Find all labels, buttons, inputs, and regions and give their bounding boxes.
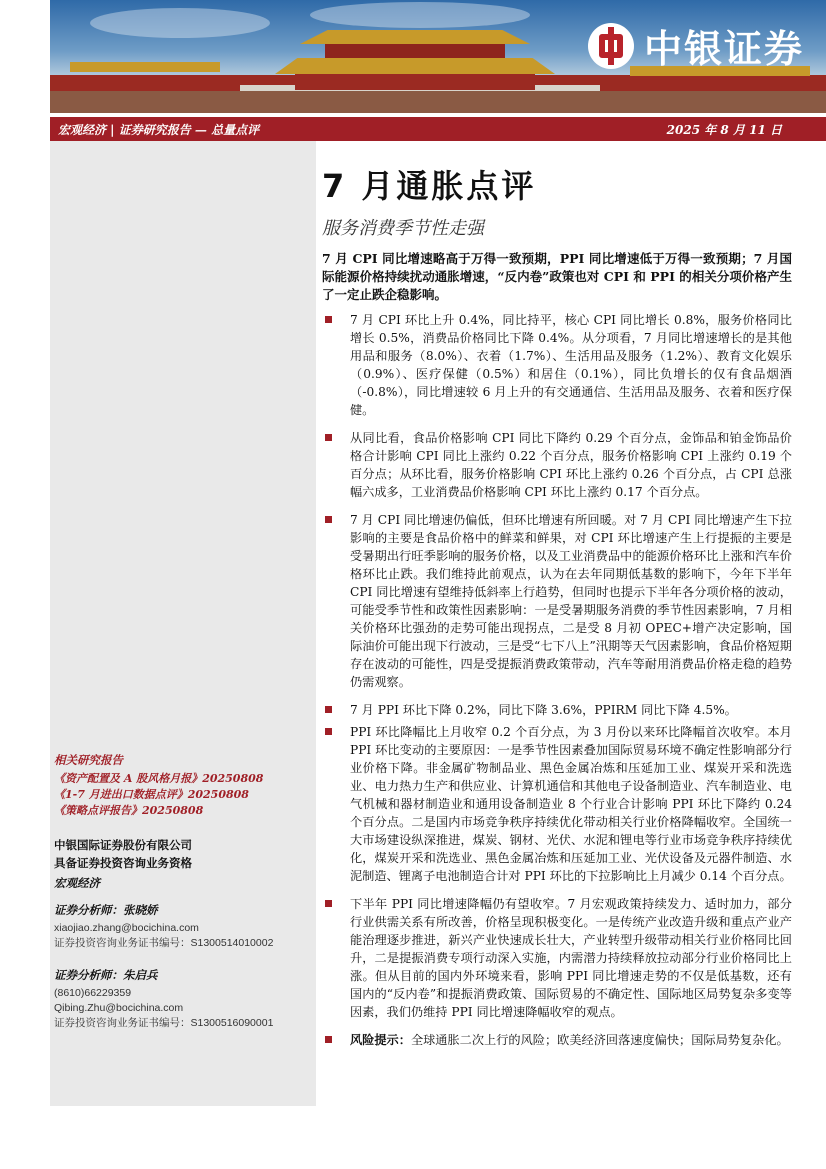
header-banner — [50, 0, 826, 113]
analyst-title: 证券分析师：张晓娇 — [54, 903, 158, 917]
risk-item — [322, 1031, 792, 1049]
palace-upper-roof — [300, 30, 530, 44]
bullet-square-icon — [325, 316, 332, 323]
bullet-text: PPI 环比降幅比上月收窄 0.2 个百分点，为 3 月份以来环比降幅首次收窄。本月 PPI 环比变动的主要原因：一是季节性因素叠加国际贸易环境不确定性影响部分行业价格下降。非金属矿物制品业、黑色金属冶炼和压延加工业、煤炭开采和洗选业、电力热力生产和供应业、计算机通信和其他电子设备制造业、汽车制造业、电气机械和器材制造业和通用设备制造业 8 个行业合计影响 PPI 环比下降约 0.24 个百分点。二是国内市场竞争秩序持续优化带动相关行业价格降幅收窄。全国统一大市场建设纵深推进，煤炭、钢材、光伏、水泥和锂电等行业市场竞争秩序持续优化，煤炭开采和洗选业、黑色金属冶炼和压延加工业、光伏设备及元器件制造、水泥制造、锂离子电池制造合计对 PPI 环比的下拉影响比上月减少 0.14 个百分点。 — [350, 725, 792, 883]
sector-label — [54, 875, 100, 891]
related-report-item[interactable]: 《策略点评报告》20250808 — [54, 804, 204, 817]
analyst-title: 证券分析师：朱启兵 — [54, 968, 158, 982]
lead-summary: 7 月 CPI 同比增速略高于万得一致预期，PPI 同比增速低于万得一致预期；7 月国际能源价格持续扰动通胀增速，“反内卷”政策也对 CPI 和 PPI 的相关分项价格产生了一定止跌企稳影响。 — [322, 251, 792, 302]
bullet-item — [322, 701, 792, 719]
risk-label: 风险提示： — [350, 1033, 411, 1047]
bullet-square-icon — [325, 434, 332, 441]
analyst-license: 证券投资咨询业务证书编号：S1300516090001 — [54, 1017, 274, 1029]
palace-lower-roof — [275, 58, 555, 74]
page-title: 7 月通胀点评 — [322, 167, 537, 205]
cloud-shape — [90, 8, 270, 38]
bullet-square-icon — [325, 728, 332, 735]
related-reports — [54, 752, 263, 819]
report-category: 宏观经济 | 证券研究报告 — 总量点评 — [58, 122, 260, 137]
bullet-text: 下半年 PPI 同比增速降幅仍有望收窄。7 月宏观政策持续发力、适时加力，部分行业供需关系有所改善，价格呈现积极变化。一是传统产业改造升级和重点产业产能治理逐步推进，新兴产业快速成长壮大，产业转型升级带动相关行业价格同比回升，二是提振消费专项行动深入实施，内需潜力持续释放拉动部分行业价格同比上涨。但从目前的国内外环境来看，影响 PPI 同比增速走势的不仅是低基数，还有国内的“反内卷”和提振消费政策、国际贸易的不确定性、国际地区局势复杂多变等因素，我们仍维持 PPI 同比增速降幅收窄的观点。 — [350, 897, 792, 1019]
report-date: 2025 年 8 月 11 日 — [666, 122, 782, 137]
page-subtitle: 服务消费季节性走强 — [322, 218, 484, 239]
brand — [588, 18, 804, 73]
analyst-license: 证券投资咨询业务证书编号：S1300514010002 — [54, 937, 274, 949]
bullet-text: 7 月 CPI 同比增速仍偏低，但环比增速有所回暖。对 7 月 CPI 同比增速产生下拉影响的主要是食品价格中的鲜菜和鲜果，对 CPI 环比增速产生上行提振的主要是受暑期出行旺季影响的服务价格，以及工业消费品中的能源价格环比上涨和汽车价格环比止跌。我们维持此前观点，认为在去年同期低基数的影响下，今年下半年 CPI 同比增速有望维持低斜率上行趋势，但同时也提示下半年各分项价格的波动，可能受季节性和政策性因素影响：一是受暑期服务消费的季节性因素影响，7 月相关价格环比强劲的走势可能出现拐点，二是受 8 月初 OPEC+增产决定影响，国际油价可能出现下行波动，三是受“七下八上”汛期等天气因素影响，食品价格短期存在波动的可能性，四是受提振消费政策带动，汽车等耐用消费品价格走稳的趋势仍需观察。 — [350, 513, 792, 689]
palace-ground — [50, 91, 826, 113]
analyst-2 — [54, 967, 273, 1031]
bullet-square-icon — [325, 516, 332, 523]
bullet-square-icon — [325, 900, 332, 907]
bullet-text: 7 月 PPI 环比下降 0.2%，同比下降 3.6%，PPIRM 同比下降 4.5%。 — [350, 703, 737, 717]
palace-upper-hall — [325, 44, 505, 58]
report-category-strip — [50, 117, 826, 141]
company-name: 中银国际证券股份有限公司 — [54, 838, 192, 852]
bullet-text: 7 月 CPI 环比上升 0.4%，同比持平，核心 CPI 同比增长 0.8%，服务价格同比增长 0.5%，消费品价格同比下降 0.4%。从分项看，7 月同比增速增长的是其他用品和服务（8.0%）、衣着（1.7%）、生活用品及服务（1.2%）、教育文化娱乐（0.9%）、医疗保健（0.5%）和居住（0.1%），同比负增长的仅有食品烟酒（-0.8%），同比增速较 6 月上升的有交通通信、生活用品及服务、衣着和医疗保健。 — [350, 313, 792, 417]
bullet-item — [322, 723, 792, 885]
related-report-item[interactable]: 《资产配置及 A 股风格月报》20250808 — [54, 772, 264, 785]
bullet-item — [322, 895, 792, 1021]
bullet-text: 从同比看，食品价格影响 CPI 同比下降约 0.29 个百分点，金饰品和铂金饰品价格合计影响 CPI 同比上涨约 0.22 个百分点，服务价格影响 CPI 上涨约 0.19 个百分点；从环比看，服务价格影响 CPI 环比上涨约 0.26 个百分点，占 CPI 总涨幅六成多，工业消费品价格影响 CPI 环比上涨约 0.17 个百分点。 — [350, 431, 792, 499]
palace-lower-hall — [295, 74, 535, 90]
side-roof-left — [70, 62, 220, 72]
analyst-email[interactable]: xiaojiao.zhang@bocichina.com — [54, 922, 199, 934]
analyst-email[interactable]: Qibing.Zhu@bocichina.com — [54, 1002, 184, 1014]
related-reports-title: 相关研究报告 — [54, 753, 123, 767]
company-info — [54, 836, 192, 872]
analyst-1 — [54, 902, 273, 951]
bullet-square-icon — [325, 706, 332, 713]
bullet-list — [322, 311, 792, 1059]
bank-of-china-logo-icon — [588, 23, 634, 69]
related-report-item[interactable]: 《1-7 月进出口数据点评》20250808 — [54, 788, 249, 801]
bullet-item — [322, 511, 792, 691]
bullet-item — [322, 311, 792, 419]
analyst-phone: (8610)66229359 — [54, 987, 132, 999]
sector-text: 宏观经济 — [54, 876, 100, 890]
bullet-square-icon — [325, 1036, 332, 1043]
bullet-item — [322, 429, 792, 501]
sidebar — [50, 141, 316, 1106]
risk-text: 全球通胀二次上行的风险；欧美经济回落速度偏快；国际局势复杂化。 — [410, 1033, 789, 1047]
company-qualification: 具备证券投资咨询业务资格 — [54, 856, 192, 870]
cloud-shape — [310, 2, 530, 28]
brand-name: 中银证券 — [643, 27, 804, 71]
